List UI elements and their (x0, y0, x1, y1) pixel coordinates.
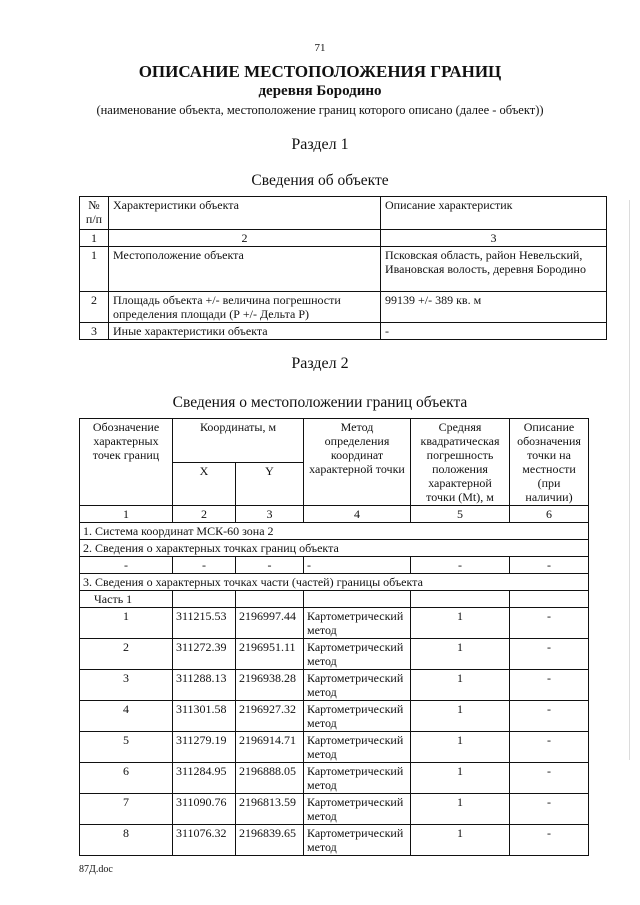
col-number: 1 (80, 230, 109, 247)
table-header-row (80, 197, 607, 230)
point-method: Картометрический метод (304, 639, 411, 670)
point-description: - (510, 763, 589, 794)
table-row (80, 794, 589, 825)
table-row (80, 247, 607, 292)
document-subtitle: деревня Бородино (258, 83, 382, 99)
point-x: 311279.19 (173, 732, 236, 763)
table-row (80, 763, 589, 794)
point-error: 1 (411, 825, 510, 856)
table-header-row (80, 419, 589, 463)
point-description: - (510, 608, 589, 639)
point-error: 1 (411, 670, 510, 701)
table-row (80, 670, 589, 701)
table-row (80, 639, 589, 670)
point-y: 2196927.32 (236, 701, 304, 732)
col-number: 6 (510, 506, 589, 523)
point-number: 7 (80, 794, 173, 825)
point-y: 2196888.05 (236, 763, 304, 794)
row-number: 1 (80, 247, 109, 292)
point-number: 2 (80, 639, 173, 670)
row-number: 2 (80, 292, 109, 323)
header-x: X (173, 462, 236, 506)
row-description: - (381, 323, 607, 340)
header-designation: Обозначение характерных точек границ (80, 419, 173, 506)
point-x: 311272.39 (173, 639, 236, 670)
point-method: Картометрический метод (304, 701, 411, 732)
boundary-points-row (80, 540, 589, 557)
point-description: - (510, 794, 589, 825)
object-table (79, 196, 607, 340)
point-description: - (510, 639, 589, 670)
footer-filename: 87Д.doc (79, 864, 113, 875)
table-row (80, 292, 607, 323)
row-characteristic: Площадь объекта +/- величина погрешности определения площади (Р +/- Дельта Р) (109, 292, 381, 323)
table-row (80, 323, 607, 340)
document-title: ОПИСАНИЕ МЕСТОПОЛОЖЕНИЯ ГРАНИЦ (138, 62, 502, 81)
coordinate-system-label: 1. Система координат МСК-60 зона 2 (80, 523, 589, 540)
dash-cell: - (411, 557, 510, 574)
point-number: 8 (80, 825, 173, 856)
boundary-points-table (79, 418, 589, 856)
section2-heading: Сведения о местоположении границ объекта (172, 394, 468, 411)
header-number: № п/п (80, 197, 109, 230)
point-x: 311301.58 (173, 701, 236, 732)
column-number-row (80, 506, 589, 523)
point-x: 311284.95 (173, 763, 236, 794)
row-description: 99139 +/- 389 кв. м (381, 292, 607, 323)
section2-title: Раздел 2 (291, 355, 349, 372)
section1-title: Раздел 1 (291, 136, 349, 153)
col-number: 2 (173, 506, 236, 523)
row-description: Псковская область, район Невельский, Ивановская волость, деревня Бородино (381, 247, 607, 292)
point-error: 1 (411, 763, 510, 794)
point-description: - (510, 732, 589, 763)
header-description: Описание характеристик (381, 197, 607, 230)
point-error: 1 (411, 701, 510, 732)
column-number-row (80, 230, 607, 247)
object-note: (наименование объекта, местоположение границ которого описано (далее - объект)) (96, 103, 544, 117)
point-number: 3 (80, 670, 173, 701)
page-number: 71 (314, 42, 326, 54)
point-error: 1 (411, 608, 510, 639)
point-x: 311076.32 (173, 825, 236, 856)
col-number: 3 (381, 230, 607, 247)
row-number: 3 (80, 323, 109, 340)
point-number: 6 (80, 763, 173, 794)
point-error: 1 (411, 732, 510, 763)
point-method: Картометрический метод (304, 794, 411, 825)
dash-cell: - (304, 557, 411, 574)
boundary-points-label: 2. Сведения о характерных точках границ объекта (80, 540, 589, 557)
point-method: Картометрический метод (304, 670, 411, 701)
col-number: 5 (411, 506, 510, 523)
point-y: 2196839.65 (236, 825, 304, 856)
point-number: 1 (80, 608, 173, 639)
table-row (80, 608, 589, 639)
col-number: 2 (109, 230, 381, 247)
point-y: 2196813.59 (236, 794, 304, 825)
header-error: Средняя квадратическая погрешность положения характерной точки (Mt), м (411, 419, 510, 506)
dash-cell: - (173, 557, 236, 574)
part-label: Часть 1 (80, 591, 173, 608)
point-description: - (510, 701, 589, 732)
point-description: - (510, 825, 589, 856)
point-method: Картометрический метод (304, 825, 411, 856)
point-y: 2196938.28 (236, 670, 304, 701)
dash-row (80, 557, 589, 574)
dash-cell: - (236, 557, 304, 574)
table-row (80, 825, 589, 856)
header-method: Метод определения координат характерной точки (304, 419, 411, 506)
point-error: 1 (411, 639, 510, 670)
point-y: 2196914.71 (236, 732, 304, 763)
col-number: 4 (304, 506, 411, 523)
header-y: Y (236, 462, 304, 506)
point-y: 2196997.44 (236, 608, 304, 639)
col-number: 3 (236, 506, 304, 523)
header-coordinates: Координаты, м (173, 419, 304, 463)
dash-cell: - (80, 557, 173, 574)
point-number: 5 (80, 732, 173, 763)
point-method: Картометрический метод (304, 608, 411, 639)
point-method: Картометрический метод (304, 732, 411, 763)
header-point-description: Описание обозначения точки на местности (при наличии) (510, 419, 589, 506)
point-y: 2196951.11 (236, 639, 304, 670)
section1-heading: Сведения об объекте (251, 172, 389, 189)
table-row (80, 701, 589, 732)
point-method: Картометрический метод (304, 763, 411, 794)
scan-edge-line (629, 200, 630, 760)
part-points-row (80, 574, 589, 591)
col-number: 1 (80, 506, 173, 523)
table-row (80, 732, 589, 763)
point-description: - (510, 670, 589, 701)
part-row (80, 591, 589, 608)
point-x: 311288.13 (173, 670, 236, 701)
point-x: 311090.76 (173, 794, 236, 825)
row-characteristic: Иные характеристики объекта (109, 323, 381, 340)
header-characteristic: Характеристики объекта (109, 197, 381, 230)
point-error: 1 (411, 794, 510, 825)
point-number: 4 (80, 701, 173, 732)
dash-cell: - (510, 557, 589, 574)
coordinate-system-row (80, 523, 589, 540)
part-points-label: 3. Сведения о характерных точках части (частей) границы объекта (80, 574, 589, 591)
row-characteristic: Местоположение объекта (109, 247, 381, 292)
point-x: 311215.53 (173, 608, 236, 639)
